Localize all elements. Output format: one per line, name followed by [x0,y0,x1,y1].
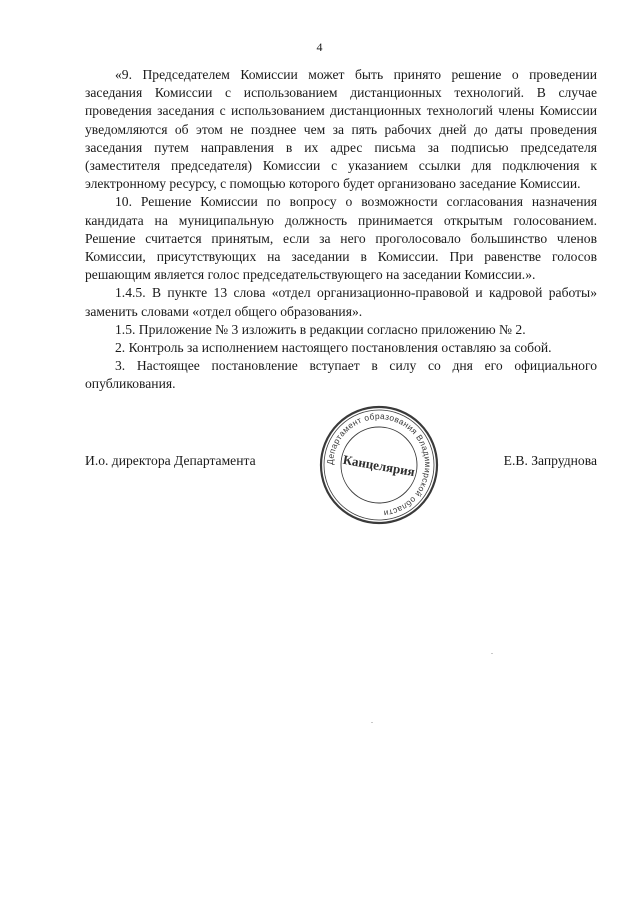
stamp-seal-graphic [318,404,440,526]
paragraph-2: 2. Контроль за исполнением настоящего постановления оставляю за собой. [115,340,552,356]
paragraph-item-9: «9. Председателем Комиссии может быть принято решение о проведении заседания Комиссии с использованием дистанционных технологий. В случае проведения заседания с использованием дистанционных технологий члены Комиссии уведомляются об этом не позднее чем за пять рабочих дней до даты проведения заседания путем направления в их адрес письма за подписью председателя (заместителя председателя) Комиссии с указанием ссылки для подключения к электронному ресурсу, с помощью которого будет организовано заседание Комиссии. [85,67,597,192]
stamp-center-text: Канцелярия [341,451,416,480]
paragraph-item-10: 10. Решение Комиссии по вопросу о возможности согласования назначения кандидата на муниципальную должность принимается открытым голосованием. Решение считается принятым, если за него проголосовало большинство членов Комиссии, присутствующих на заседании в Комиссии. При равенстве голосов решающим является голос председательствующего на заседании Комиссии.». [85,194,597,283]
paragraph-1-4-5: 1.4.5. В пункте 13 слова «отдел организационно-правовой и кадровой работы» заменить словами «отдел общего образования». [85,285,597,319]
signatory-title: И.о. директора Департамента [85,453,256,468]
page-number: 4 [316,40,323,54]
paragraph-3: 3. Настоящее постановление вступает в силу со дня его официального опубликования. [85,358,597,392]
signatory-name: Е.В. Запруднова [503,453,597,468]
paragraph-1-5: 1.5. Приложение № 3 изложить в редакции согласно приложению № 2. [115,321,526,337]
office-stamp [318,404,440,526]
stamp-ring-text: Департамент образования Владимирской области [324,410,434,519]
document-body [85,66,597,394]
